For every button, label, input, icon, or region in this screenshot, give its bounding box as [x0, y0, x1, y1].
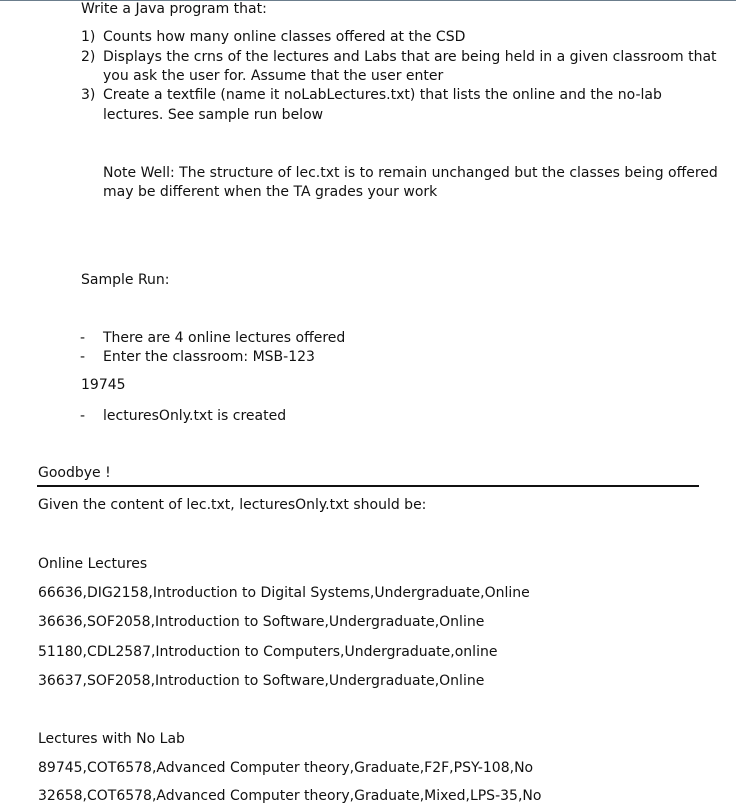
separator-line — [37, 485, 699, 487]
req-3-number: 3) — [81, 87, 96, 103]
online-lecture-row: 66636,DIG2158,Introduction to Digital Systems,Undergraduate,Online — [38, 585, 530, 601]
bullet-dash: - — [80, 330, 86, 346]
req-1-line-1: Counts how many online classes offered at the CSD — [103, 29, 466, 45]
req-2-line-1: Displays the crns of the lectures and Labs that are being held in a given classroom that — [103, 49, 717, 65]
sample-line-online-count: There are 4 online lectures offered — [103, 330, 346, 346]
nolab-lectures-heading: Lectures with No Lab — [38, 731, 185, 747]
sample-run-heading: Sample Run: — [81, 272, 170, 288]
bullet-dash: - — [80, 349, 86, 365]
intro-text: Write a Java program that: — [81, 1, 267, 17]
sample-line-classroom: Enter the classroom: MSB-123 — [103, 349, 315, 365]
online-lectures-heading: Online Lectures — [38, 556, 148, 572]
sample-line-created: lecturesOnly.txt is created — [103, 408, 287, 424]
req-2-line-2: you ask the user for. Assume that the user enter — [103, 68, 444, 84]
sample-result-crn: 19745 — [81, 377, 126, 393]
online-lecture-row: 36636,SOF2058,Introduction to Software,Undergraduate,Online — [38, 614, 485, 630]
req-1-number: 1) — [81, 29, 96, 45]
given-text: Given the content of lec.txt, lecturesOnly.txt should be: — [38, 497, 427, 513]
goodbye-text: Goodbye ! — [38, 465, 111, 481]
note-line-2: may be different when the TA grades your work — [103, 184, 438, 200]
bullet-dash: - — [80, 408, 86, 424]
req-3-line-2: lectures. See sample run below — [103, 107, 324, 123]
req-3-line-1: Create a textfile (name it noLabLectures.txt) that lists the online and the no-lab — [103, 87, 662, 103]
note-line-1: Note Well: The structure of lec.txt is to remain unchanged but the classes being offered — [103, 165, 718, 181]
req-2-number: 2) — [81, 49, 96, 65]
nolab-lecture-row: 89745,COT6578,Advanced Computer theory,Graduate,F2F,PSY-108,No — [38, 760, 534, 776]
nolab-lecture-row: 32658,COT6578,Advanced Computer theory,Graduate,Mixed,LPS-35,No — [38, 788, 542, 804]
online-lecture-row: 51180,CDL2587,Introduction to Computers,Undergraduate,online — [38, 644, 498, 660]
online-lecture-row: 36637,SOF2058,Introduction to Software,Undergraduate,Online — [38, 673, 485, 689]
